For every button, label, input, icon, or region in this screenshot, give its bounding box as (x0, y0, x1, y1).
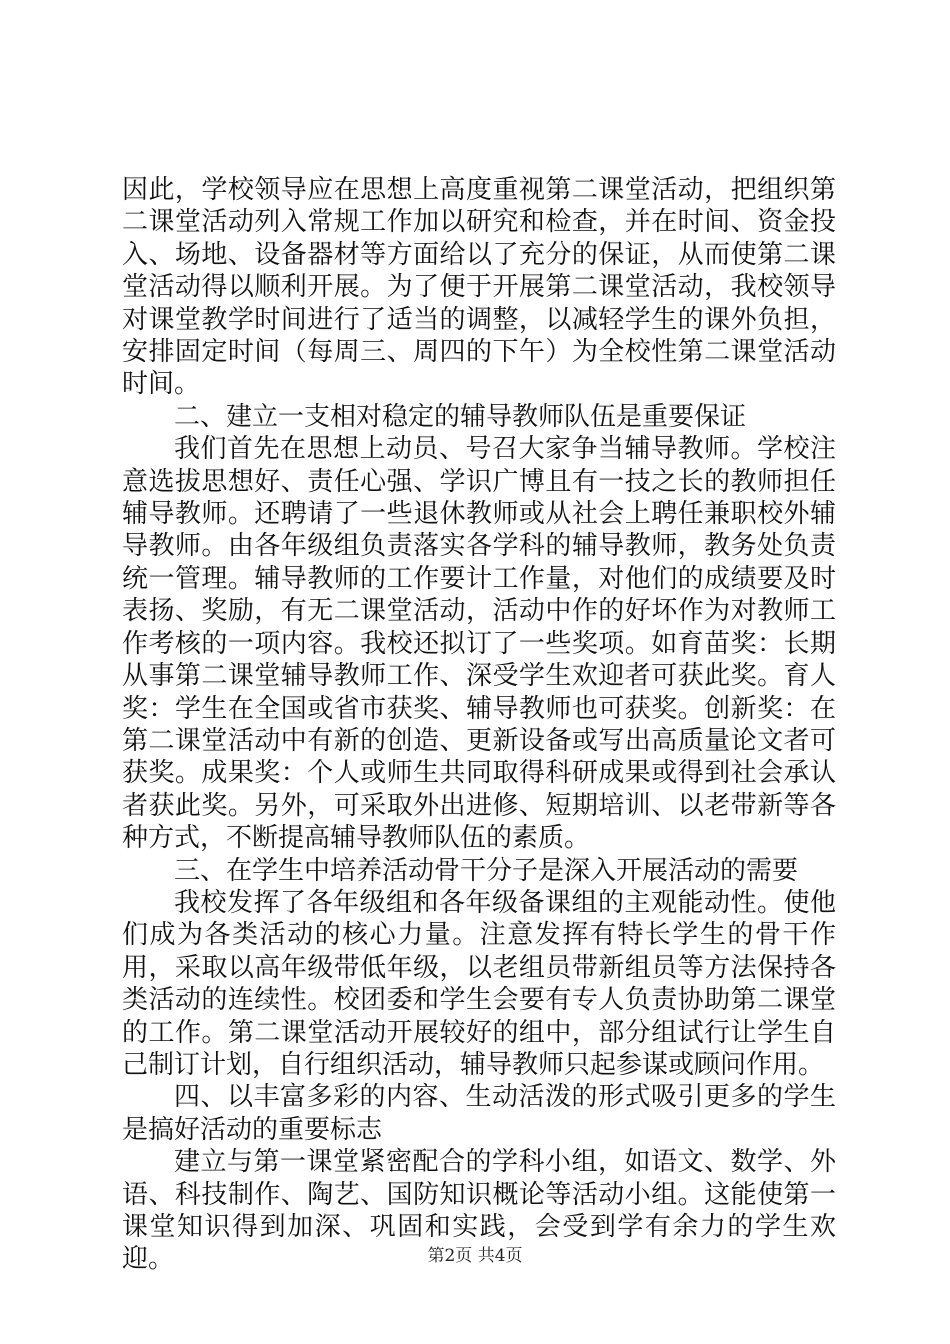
paragraph-section-two: 我们首先在思想上动员、号召大家争当辅导教师。学校注意选拔思想好、责任心强、学识广博且有一技之长的教师担任辅导教师。还聘请了一些退休教师或从社会上聘任兼职校外辅导教师。由各年级组负责落实各学科的辅导教师，教务处负责统一管理。辅导教师的工作要计工作量，对他们的成绩要及时表扬、奖励，有无二课堂活动，活动中作的好坏作为对教师工作考核的一项内容。我校还拟订了一些奖项。如育苗奖：长期从事第二课堂辅导教师工作、深受学生欢迎者可获此奖。育人奖：学生在全国或省市获奖、辅导教师也可获奖。创新奖：在第二课堂活动中有新的创造、更新设备或写出高质量论文者可获奖。成果奖：个人或师生共同取得科研成果或得到社会承认者获此奖。另外，可采取外出进修、短期培训、以老带新等各种方式，不断提高辅导教师队伍的素质。 (122, 434, 836, 854)
paragraph-intro-continued: 因此，学校领导应在思想上高度重视第二课堂活动，把组织第二课堂活动列入常规工作加以研究和检查，并在时间、资金投入、场地、设备器材等方面给以了充分的保证，从而使第二课堂活动得以顺利开展。为了便于开展第二课堂活动，我校领导对课堂教学时间进行了适当的调整，以减轻学生的课外负担，安排固定时间（每周三、周四的下午）为全校性第二课堂活动时间。 (122, 175, 836, 400)
paragraph-section-three: 我校发挥了各年级组和各年级备课组的主观能动性。使他们成为各类活动的核心力量。注意发挥有特长学生的骨干作用，采取以高年级带低年级，以老组员带新组员等方法保持各类活动的连续性。校团委和学生会要有专人负责协助第二课堂的工作。第二课堂活动开展较好的组中，部分组试行让学生自己制订计划，自行组织活动，辅导教师只起参谋或顾问作用。 (122, 887, 836, 1080)
section-heading-two: 二、建立一支相对稳定的辅导教师队伍是重要保证 (174, 401, 747, 432)
document-body (122, 174, 836, 1276)
section-heading-three: 三、在学生中培养活动骨干分子是深入开展活动的需要 (174, 855, 799, 886)
page-footer: 第2页 共4页 (427, 1246, 523, 1266)
section-heading-four: 四、以丰富多彩的内容、生动活泼的形式吸引更多的学生是搞好活动的重要标志 (122, 1082, 836, 1145)
paragraph-section-four: 建立与第一课堂紧密配合的学科小组，如语文、数学、外语、科技制作、陶艺、国防知识概论等活动小组。这能使第一课堂知识得到加深、巩固和实践，会受到学有余力的学生欢迎。 (122, 1147, 836, 1275)
